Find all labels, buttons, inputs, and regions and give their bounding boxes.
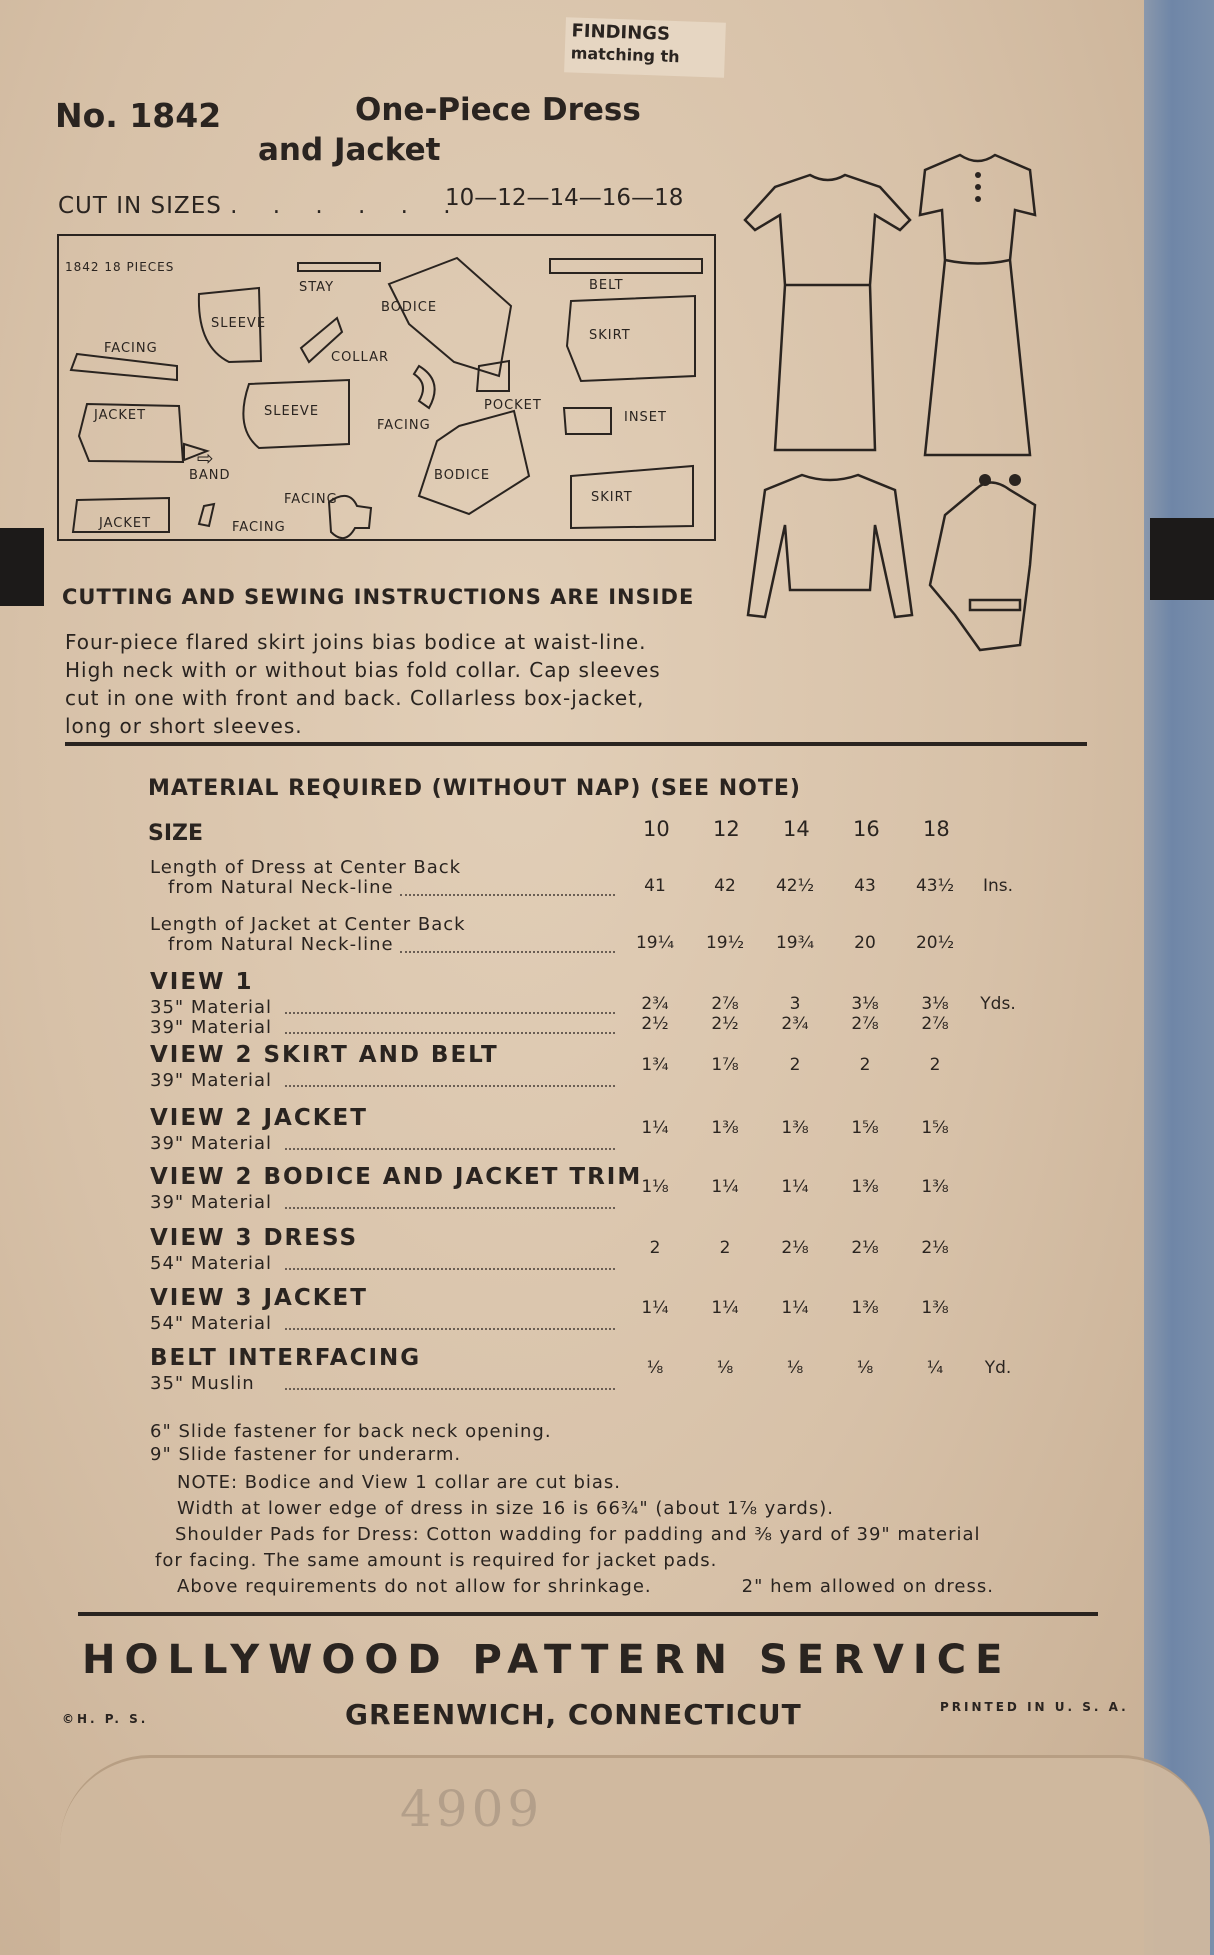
material-value: 1⅝: [851, 1118, 879, 1138]
material-value: 3⅛: [851, 994, 879, 1014]
piece-collar-label: COLLAR: [331, 350, 390, 365]
material-value: 2¾: [641, 994, 669, 1014]
leader-dots: [285, 1085, 615, 1087]
piece-inset-label: INSET: [624, 410, 667, 425]
pattern-title-line2: and Jacket: [258, 132, 441, 168]
cut-in-sizes-label: CUT IN SIZES . . . . . .: [58, 193, 465, 219]
material-value: 1⅜: [851, 1177, 879, 1197]
material-value: 2: [719, 1238, 731, 1258]
fastener-line1: 6" Slide fastener for back neck opening.: [150, 1421, 552, 1442]
registration-mark-left: [0, 528, 44, 606]
material-value: 2½: [711, 1014, 739, 1034]
material-value: 42½: [775, 876, 815, 896]
company-location: GREENWICH, CONNECTICUT: [345, 1698, 802, 1731]
material-width-label: 39" Material: [150, 1192, 273, 1213]
leader-dots: [285, 1388, 615, 1390]
material-value: 1⅝: [921, 1118, 949, 1138]
registration-mark-right: [1150, 518, 1214, 600]
description-line4: long or short sleeves.: [65, 714, 303, 738]
material-heading: MATERIAL REQUIRED (WITHOUT NAP) (SEE NOTE): [148, 776, 801, 801]
material-width-label: 54" Material: [150, 1253, 273, 1274]
material-value: 1¼: [711, 1298, 739, 1318]
material-value: 2⅞: [711, 994, 739, 1014]
piece-bodice-label: BODICE: [381, 300, 438, 315]
piece-sleeve-label: SLEEVE: [211, 316, 267, 331]
view-heading: VIEW 2 BODICE AND JACKET TRIM: [150, 1164, 643, 1190]
blue-edge-band: [1144, 0, 1214, 1955]
material-value: 2¾: [781, 1014, 809, 1034]
unit-label: Ins.: [982, 876, 1014, 896]
material-value: 2: [649, 1238, 661, 1258]
material-width-label: 35" Material: [150, 997, 273, 1018]
material-value: 2⅛: [921, 1238, 949, 1258]
company-name: HOLLYWOOD PATTERN SERVICE: [82, 1637, 1012, 1683]
material-value: 20: [854, 933, 876, 953]
piece-jacket-label: JACKET: [94, 408, 147, 423]
material-value: 2: [859, 1055, 871, 1075]
material-value: 1¼: [641, 1298, 669, 1318]
description-line1: Four-piece flared skirt joins bias bodice at waist-line.: [65, 630, 647, 654]
material-width-label: 35" Muslin: [150, 1373, 255, 1394]
material-value: 1⅜: [921, 1298, 949, 1318]
sizes-range: 10—12—14—16—18: [445, 185, 684, 211]
length-row-label: [150, 858, 461, 898]
material-value: 1⅞: [711, 1055, 739, 1075]
piece-facing-label: FACING: [104, 341, 158, 356]
note-line5: Above requirements do not allow for shrinkage.: [177, 1576, 652, 1597]
size-column-header: 10: [643, 817, 670, 841]
material-value: 19½: [705, 933, 745, 953]
material-value: 20½: [915, 933, 955, 953]
view-heading: VIEW 1: [150, 969, 254, 995]
piece-facing3-label: FACING: [284, 492, 338, 507]
piece-facing4-label: FACING: [232, 520, 286, 535]
material-value: 2⅞: [921, 1014, 949, 1034]
material-value: 1¼: [641, 1118, 669, 1138]
view-heading: BELT INTERFACING: [150, 1345, 422, 1371]
view-heading: VIEW 2 JACKET: [150, 1105, 368, 1131]
note-line6: 2" hem allowed on dress.: [741, 1576, 994, 1597]
leader-dots: [285, 1207, 615, 1209]
material-width-label: 39" Material: [150, 1133, 273, 1154]
material-value: 3: [789, 994, 801, 1014]
leader-dots: [285, 1268, 615, 1270]
material-value: 1¾: [641, 1055, 669, 1075]
size-column-header: 12: [713, 817, 740, 841]
size-column-header: 16: [853, 817, 880, 841]
instructions-heading: CUTTING AND SEWING INSTRUCTIONS ARE INSIDE: [62, 585, 695, 609]
length-row-label: [150, 915, 466, 955]
pattern-description: [65, 628, 705, 740]
printed-in-usa: PRINTED IN U. S. A.: [940, 1700, 1129, 1714]
leader-dots: [285, 1032, 615, 1034]
length-line2: from Natural Neck-line: [168, 877, 394, 898]
notes-block: [155, 1470, 1025, 1600]
cut-label-text: CUT IN SIZES: [58, 193, 222, 219]
layout-piece-count: 1842 18 PIECES: [65, 260, 175, 274]
leader-dots: [400, 894, 615, 896]
description-line2: High neck with or without bias fold collar. Cap sleeves: [65, 658, 661, 682]
material-value: 2⅛: [851, 1238, 879, 1258]
piece-jacket2-label: JACKET: [99, 516, 152, 531]
piece-skirt2-label: SKIRT: [591, 490, 633, 505]
piece-band-label: BAND: [189, 468, 231, 483]
material-value: 41: [644, 876, 666, 896]
arrow-icon: ⇨: [197, 446, 215, 470]
material-width-label: 39" Material: [150, 1070, 273, 1091]
piece-facing2-label: FACING: [377, 418, 431, 433]
note-line4: for facing. The same amount is required for jacket pads.: [155, 1550, 718, 1571]
material-value: 2: [929, 1055, 941, 1075]
piece-skirt-label: SKIRT: [589, 328, 631, 343]
findings-label: FINDINGS: [571, 20, 671, 45]
length-line2: from Natural Neck-line: [168, 934, 394, 955]
leader-dots: [285, 1148, 615, 1150]
material-value: 42: [714, 876, 736, 896]
view-heading: VIEW 3 JACKET: [150, 1285, 368, 1311]
envelope-flap: [60, 1755, 1210, 1955]
material-value: 1⅜: [711, 1118, 739, 1138]
description-line3: cut in one with front and back. Collarless box-jacket,: [65, 686, 645, 710]
cutting-layout-diagram: [57, 234, 716, 541]
fastener-line2: 9" Slide fastener for underarm.: [150, 1444, 462, 1465]
material-width-label: 54" Material: [150, 1313, 273, 1334]
material-value: 2½: [641, 1014, 669, 1034]
material-value: 43½: [915, 876, 955, 896]
piece-pocket-label: POCKET: [484, 398, 542, 413]
material-width-label: 39" Material: [150, 1017, 273, 1038]
garment-illustrations: [730, 145, 1060, 665]
material-value: 2⅞: [851, 1014, 879, 1034]
material-value: 1¼: [781, 1298, 809, 1318]
stamped-number: 4909: [400, 1780, 544, 1838]
material-value: 1¼: [781, 1177, 809, 1197]
length-line1: Length of Dress at Center Back: [150, 857, 462, 878]
divider-rule-top: [65, 742, 1087, 746]
material-value: ¼: [926, 1358, 944, 1378]
pattern-number: No. 1842: [55, 96, 222, 135]
material-value: 1⅜: [921, 1177, 949, 1197]
material-value: 2: [789, 1055, 801, 1075]
material-value: 1⅛: [641, 1177, 669, 1197]
material-value: ⅛: [786, 1358, 804, 1378]
note-line3: Shoulder Pads for Dress: Cotton wadding for padding and ⅜ yard of 39" material: [175, 1524, 981, 1545]
view-heading: VIEW 2 SKIRT AND BELT: [150, 1042, 499, 1068]
divider-rule-bottom: [78, 1612, 1098, 1616]
leader-dots: [285, 1012, 615, 1014]
material-value: 19¾: [775, 933, 815, 953]
note-line2: Width at lower edge of dress in size 16 is 66¾" (about 1⅞ yards).: [177, 1498, 834, 1519]
material-value: ⅛: [646, 1358, 664, 1378]
pattern-title-line1: One-Piece Dress: [355, 92, 641, 128]
unit-label: Yd.: [984, 1358, 1012, 1378]
material-value: 3⅛: [921, 994, 949, 1014]
leader-dots: [400, 951, 615, 953]
piece-belt-label: BELT: [589, 278, 624, 293]
length-line1: Length of Jacket at Center Back: [150, 914, 466, 935]
material-value: 43: [854, 876, 876, 896]
material-value: ⅛: [716, 1358, 734, 1378]
material-value: 2⅛: [781, 1238, 809, 1258]
piece-sleeve2-label: SLEEVE: [264, 404, 320, 419]
unit-label: Yds.: [980, 994, 1016, 1014]
view-heading: VIEW 3 DRESS: [150, 1225, 359, 1251]
material-value: 1⅜: [781, 1118, 809, 1138]
leader-dots: [285, 1328, 615, 1330]
material-value: ⅛: [856, 1358, 874, 1378]
size-column-header: 18: [923, 817, 950, 841]
note-line1: NOTE: Bodice and View 1 collar are cut bias.: [177, 1472, 621, 1493]
material-value: 1¼: [711, 1177, 739, 1197]
size-column-header: 14: [783, 817, 810, 841]
fastener-notes: [150, 1420, 552, 1466]
findings-sub: matching th: [570, 43, 680, 67]
material-value: 19¼: [635, 933, 675, 953]
piece-bodice2-label: BODICE: [434, 468, 491, 483]
piece-stay-label: STAY: [299, 280, 335, 295]
material-value: 1⅜: [851, 1298, 879, 1318]
size-label: SIZE: [148, 821, 204, 846]
copyright-mark: ©H. P. S.: [62, 1712, 149, 1726]
findings-tab: [564, 17, 726, 78]
